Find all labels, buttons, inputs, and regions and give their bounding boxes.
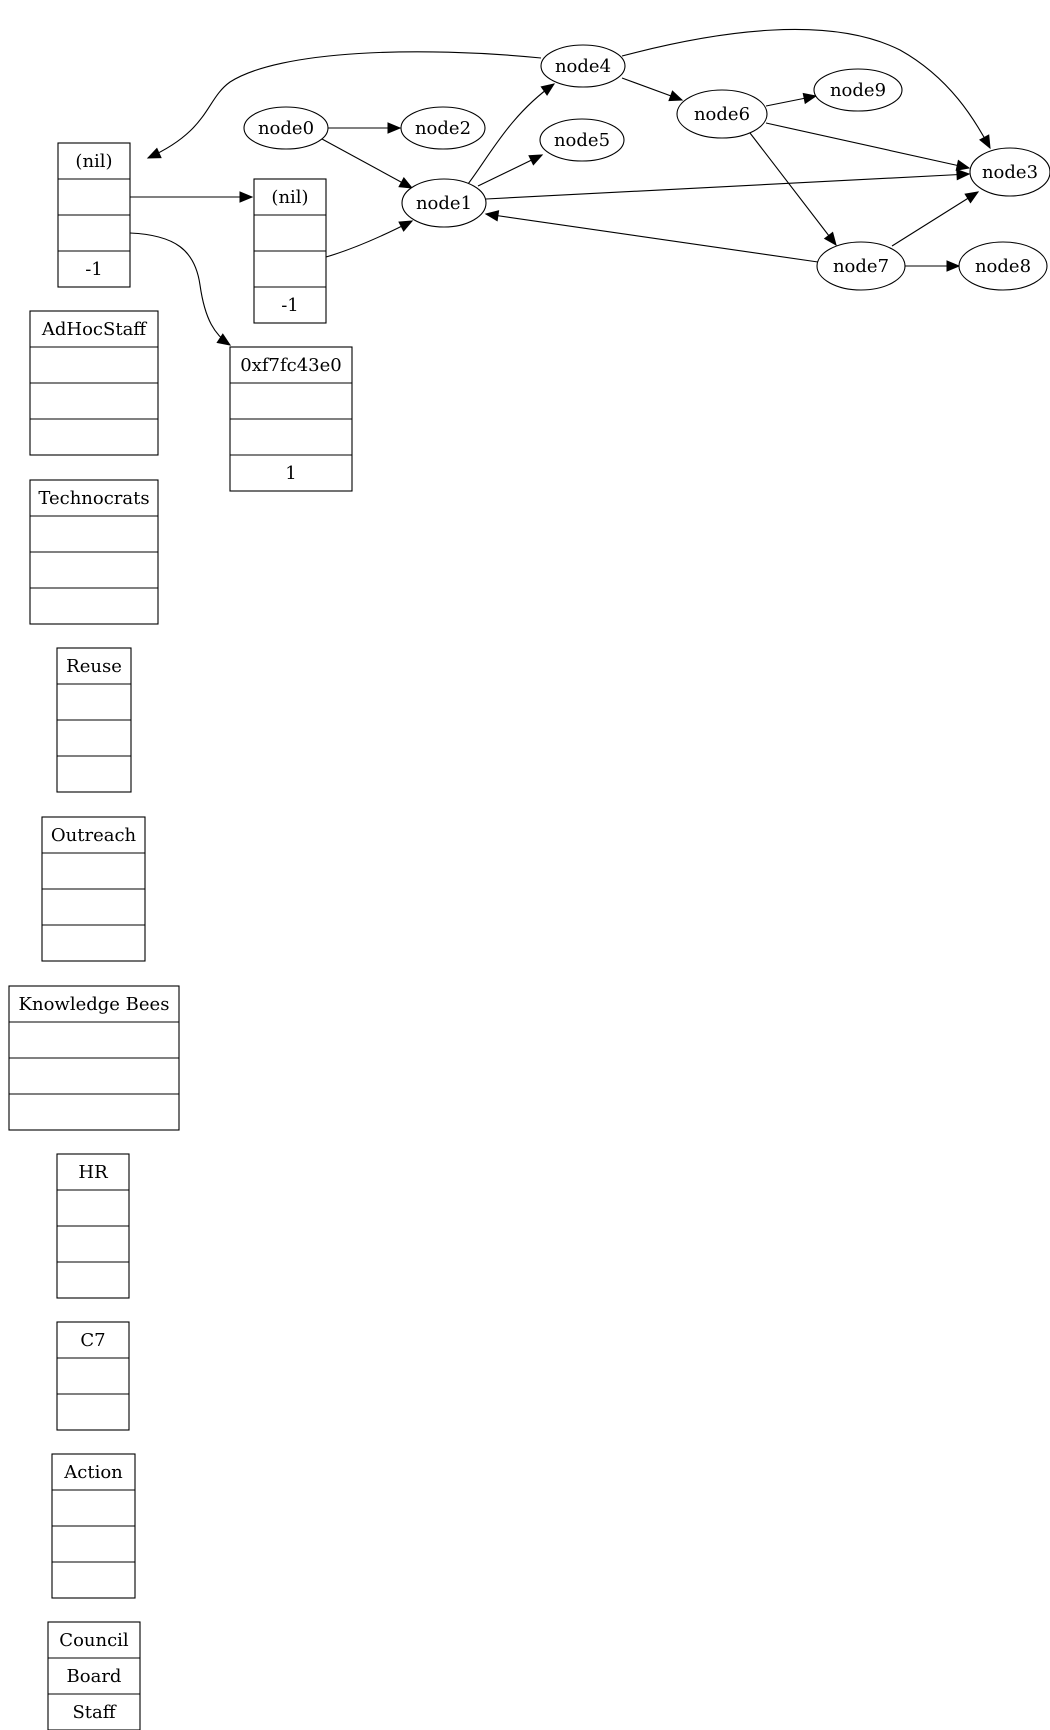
- node6-label: node6: [693, 104, 751, 125]
- node-node7: [817, 242, 905, 290]
- record-rec-action: [52, 1454, 135, 1598]
- record-field-0: Outreach: [50, 825, 137, 846]
- node-node8: [959, 242, 1047, 290]
- record-field-0: (nil): [75, 151, 113, 172]
- record-field-0: C7: [80, 1330, 106, 1351]
- node9-label: node9: [829, 80, 887, 101]
- record-field-0: Knowledge Bees: [18, 994, 170, 1015]
- node0-label: node0: [257, 118, 315, 139]
- record-field-0: Reuse: [66, 656, 122, 677]
- record-field-1: Board: [66, 1666, 122, 1687]
- node-node0: [244, 107, 328, 149]
- record-field-0: AdHocStaff: [41, 319, 147, 340]
- node-node9: [814, 69, 902, 111]
- record-rec-technocrats: [30, 480, 158, 624]
- node8-label: node8: [974, 256, 1032, 277]
- record-field-0: 0xf7fc43e0: [240, 355, 342, 376]
- node5-label: node5: [553, 130, 611, 151]
- record-rec-outreach: [42, 817, 145, 961]
- record-rec-ptr: [230, 347, 352, 491]
- node1-label: node1: [415, 193, 473, 214]
- record-field-0: (nil): [271, 187, 309, 208]
- record-rec-c7: [57, 1322, 129, 1430]
- record-rec-nil-a: [58, 143, 130, 287]
- record-rec-nil-b: [254, 179, 326, 323]
- node7-label: node7: [832, 256, 890, 277]
- node-node1: [402, 179, 486, 227]
- node4-label: node4: [554, 56, 612, 77]
- node-node6: [677, 90, 767, 138]
- record-rec-reuse: [57, 648, 131, 792]
- node-node4: [541, 45, 625, 87]
- record-field-0: Technocrats: [38, 488, 150, 509]
- node3-label: node3: [981, 162, 1039, 183]
- record-field-0: HR: [78, 1162, 108, 1183]
- record-field-3: -1: [281, 295, 299, 316]
- record-rec-adhocstaff: [30, 311, 158, 455]
- record-field-2: Staff: [72, 1702, 116, 1723]
- record-field-0: Council: [59, 1630, 129, 1651]
- record-field-0: Action: [64, 1462, 123, 1483]
- record-rec-hr: [57, 1154, 129, 1298]
- record-field-3: 1: [285, 463, 297, 484]
- node2-label: node2: [414, 118, 472, 139]
- record-field-3: -1: [85, 259, 103, 280]
- node-node3: [970, 148, 1050, 196]
- node-node2: [401, 107, 485, 149]
- record-rec-council: [48, 1622, 140, 1730]
- node-node5: [540, 119, 624, 161]
- record-rec-knowledge-bees: [9, 986, 179, 1130]
